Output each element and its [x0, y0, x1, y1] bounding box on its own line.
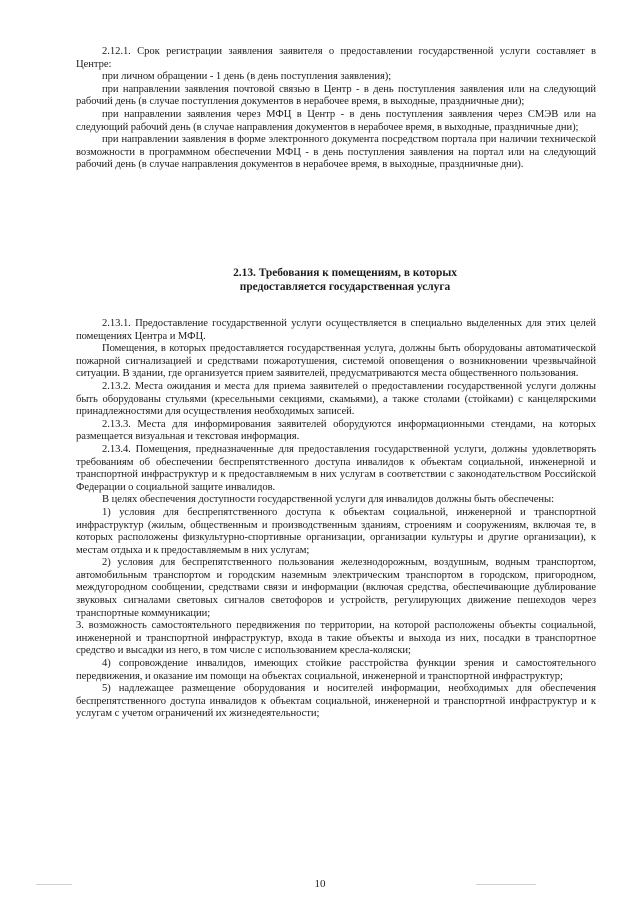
paragraph: 2.13.3. Места для информирования заявителей оборудуются информационными стендами, на которых размещается визуальная и текстовая информация.: [76, 418, 596, 443]
section-2-12-1-lead: 2.12.1. Срок регистрации заявления заявителя о предоставлении государственной услуги составляет в Центре:: [76, 46, 596, 70]
paragraph: 2.13.4. Помещения, предназначенные для предоставления государственной услуги, должны удовлетворять требованиям об обеспечении беспрепятственного доступа инвалидов к объектам социальной, инженерной и транспортной инфраструктур и к предоставляемым в них услугам в соответствии с законодательством Российской Федерации о социальной защите инвалидов.: [76, 443, 596, 493]
paragraph: 2.13.1. Предоставление государственной услуги осуществляется в специально выделенных для этих целей помещениях Центра и МФЦ.: [76, 318, 596, 342]
list-item: 3. возможность самостоятельного передвижения по территории, на которой расположены объекты социальной, инженерной и транспортной инфраструктур, входа в такие объекты и выхода из них, посадки в транспортное средство и высадки из него, в том числе с использованием кресла-коляски;: [76, 620, 596, 657]
list-item: 5) надлежащее размещение оборудования и носителей информации, необходимых для обеспечения беспрепятственного доступа инвалидов к объектам социальной, инженерной и транспортной инфраструктур и к услугам с учетом ограничений их жизнедеятельности;: [76, 683, 596, 720]
page-number: 10: [314, 878, 326, 890]
heading-line: предоставляется государственная услуга: [239, 281, 451, 293]
paragraph: 2.13.2. Места ожидания и места для приема заявителей о предоставлении государственной услуги должны быть оборудованы стульями (кресельными секциями, скамьями), а также столами (стойками) с канцелярскими принадлежностями для осуществления необходимых записей.: [76, 380, 596, 418]
list-item: при направлении заявления почтовой связью в Центр - в день поступления заявления или на следующий рабочий день (в случае поступления документов в нерабочее время, в выходные, праздничные дни);: [76, 83, 596, 108]
heading-line: 2.13. Требования к помещениям, в которых: [233, 267, 457, 279]
list-item: 2) условия для беспрепятственного пользования железнодорожным, воздушным, водным транспортом, автомобильным транспортом и городским наземным электрическим транспортом в городском, пригородном, междугородном сообщении, средствами связи и информации (включая средства, обеспечивающие дублирование звуковых сигналами световых сигналов светофоров и устройств, регулирующих движение пешеходов через транспортные коммуникации;: [76, 557, 596, 619]
section-2-13-block: [76, 318, 596, 721]
list-item: при личном обращении - 1 день (в день поступления заявления);: [102, 71, 392, 83]
list-item: 1) условия для беспрепятственного доступа к объектам социальной, инженерной и транспортной инфраструктур (жилым, общественным и производственным зданиям, строениям и сооружениям, включая те, в которых расположены физкультурно-спортивные организации, организации культуры и другие организации), к местам отдыха и к предоставляемым в них услугам;: [76, 506, 596, 556]
scan-artifact: [36, 884, 72, 885]
scan-artifact: [476, 884, 536, 885]
section-2-12-block: [76, 46, 596, 172]
list-item: при направлении заявления в форме электронного документа посредством портала при наличии технической возможности в программном обеспечении МФЦ - в день поступления заявления на портал или на следующий рабочий день (в случае направления документов в нерабочее время, в выходные, праздничные дни).: [76, 134, 596, 171]
paragraph: В целях обеспечения доступности государственной услуги для инвалидов должны быть обеспечены:: [102, 494, 554, 506]
section-2-13-heading: [150, 266, 540, 294]
list-item: 4) сопровождение инвалидов, имеющих стойкие расстройства функции зрения и самостоятельного передвижения, и оказание им помощи на объектах социальной, инженерной и транспортной инфраструктур;: [76, 658, 596, 682]
paragraph: Помещения, в которых предоставляется государственная услуга, должны быть оборудованы автоматической пожарной сигнализацией и средствами пожаротушения, системой оповещения о возникновении чрезвычайной ситуации. В здании, где организуется прием заявителей, предусматриваются места общественного пользования.: [76, 343, 596, 380]
list-item: при направлении заявления через МФЦ в Центр - в день поступления заявления через СМЭВ или на следующий рабочий день (в случае направления документов в нерабочее время, в выходные, праздничные дни);: [76, 108, 596, 133]
